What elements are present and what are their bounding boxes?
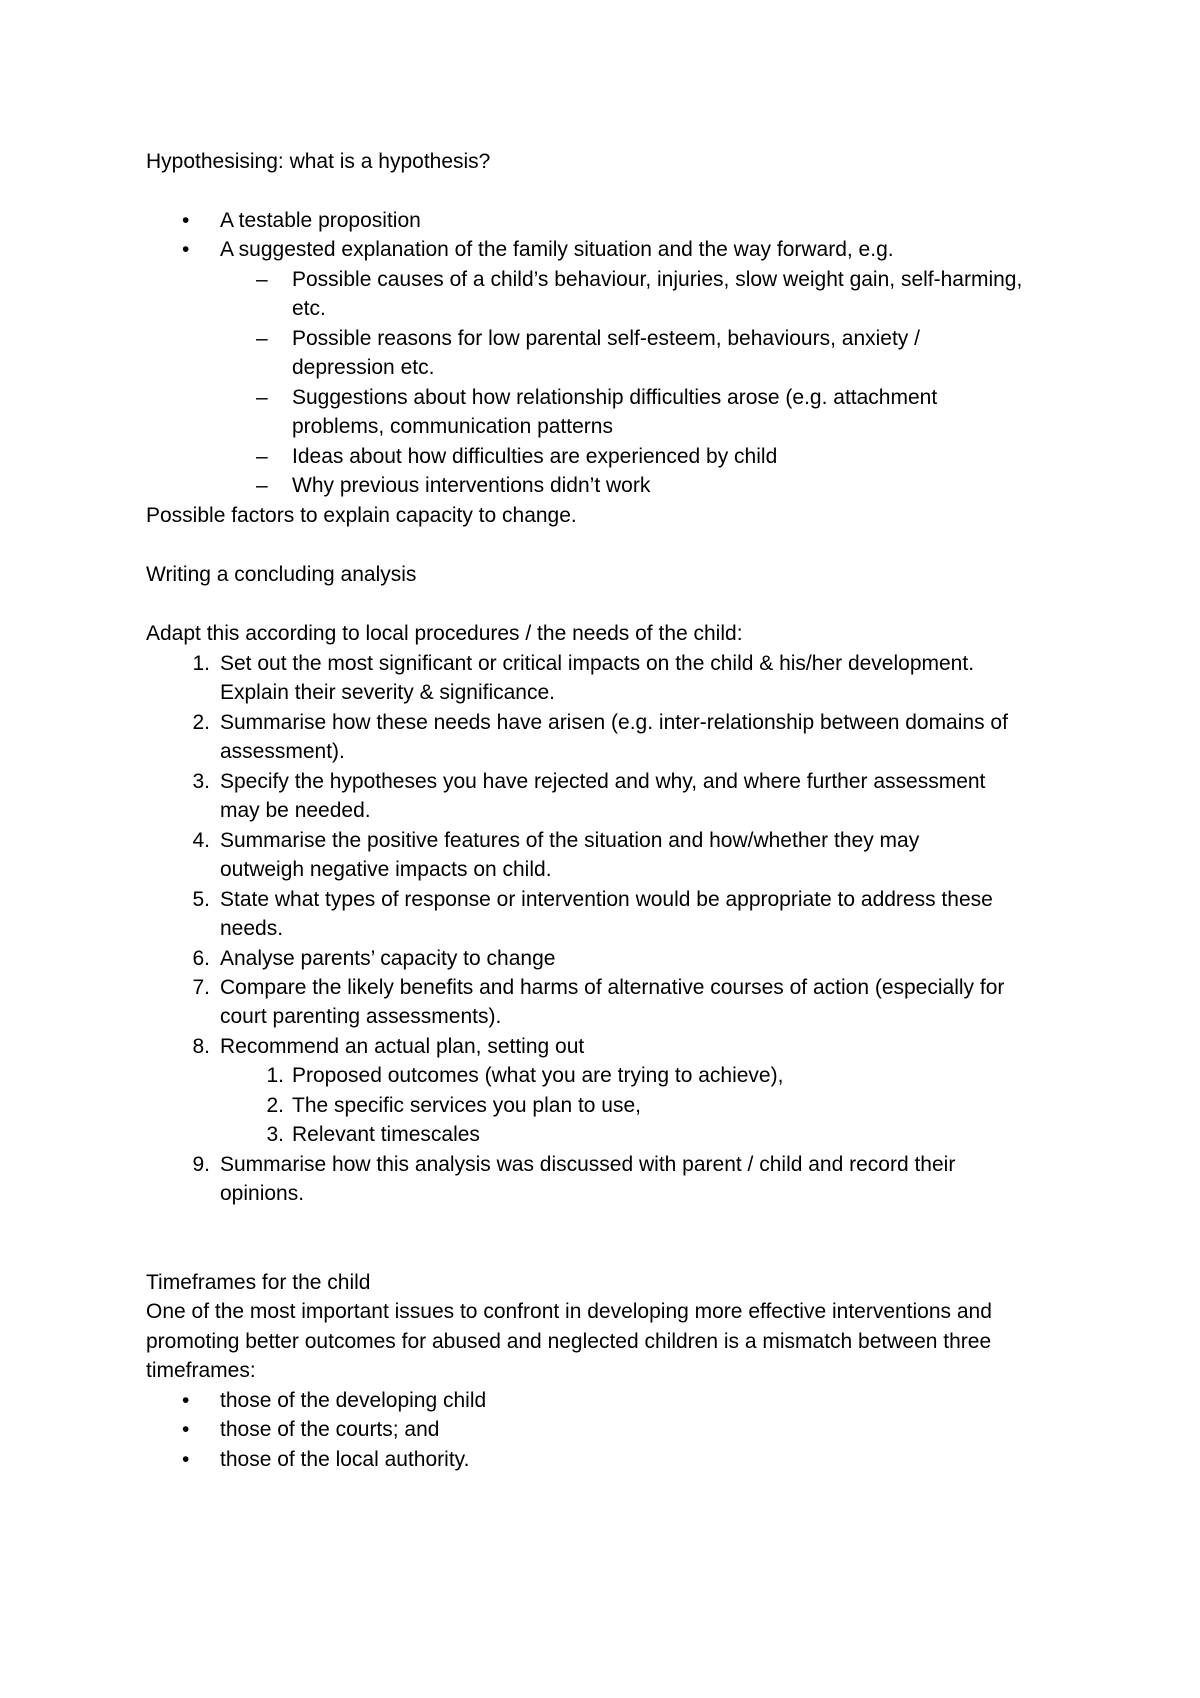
analysis-item-cont: court parenting assessments).	[220, 1005, 502, 1028]
analysis-item: Summarise how these needs have arisen (e.g. inter-relationship between domains of	[220, 711, 1008, 734]
analysis-item: Recommend an actual plan, setting out	[220, 1035, 585, 1058]
bullet-icon: •	[182, 238, 190, 261]
analysis-item-cont: may be needed.	[220, 799, 371, 822]
analysis-item: Compare the likely benefits and harms of alternative courses of action (especially for	[220, 976, 1005, 999]
list-number: 8.	[192, 1035, 210, 1058]
hypothesis-bullet: A suggested explanation of the family situation and the way forward, e.g.	[220, 238, 894, 261]
bullet-icon: •	[182, 209, 190, 232]
dash-icon: –	[256, 445, 268, 468]
list-number: 9.	[192, 1153, 210, 1176]
hypothesis-sub-item: Suggestions about how relationship difficulties arose (e.g. attachment	[292, 386, 938, 409]
hypothesis-sub-item-cont: etc.	[292, 297, 326, 320]
hypothesis-sub-item: Possible reasons for low parental self-esteem, behaviours, anxiety /	[292, 327, 920, 350]
dash-icon: –	[256, 327, 268, 350]
hypothesis-sub-item: Why previous interventions didn’t work	[292, 474, 651, 497]
dash-icon: –	[256, 268, 268, 291]
plan-sub-item: Relevant timescales	[292, 1123, 480, 1146]
timeframes-heading: Timeframes for the child	[146, 1271, 371, 1294]
analysis-item-cont: needs.	[220, 917, 284, 940]
bullet-icon: •	[182, 1448, 190, 1471]
hypothesis-sub-item: Ideas about how difficulties are experienced by child	[292, 445, 778, 468]
analysis-item-cont: assessment).	[220, 740, 345, 763]
dash-icon: –	[256, 386, 268, 409]
sub-list-number: 3.	[266, 1123, 284, 1146]
sub-list-number: 2.	[266, 1094, 284, 1117]
plan-sub-item: Proposed outcomes (what you are trying to achieve),	[292, 1064, 784, 1087]
list-number: 2.	[192, 711, 210, 734]
analysis-item-cont: opinions.	[220, 1182, 305, 1205]
analysis-item-cont: outweigh negative impacts on child.	[220, 858, 552, 881]
bullet-icon: •	[182, 1418, 190, 1441]
hypothesis-sub-item-cont: problems, communication patterns	[292, 415, 613, 438]
bullet-icon: •	[182, 1389, 190, 1412]
analysis-item: Specify the hypotheses you have rejected and why, and where further assessment	[220, 770, 986, 793]
timeframes-bullet: those of the courts; and	[220, 1418, 440, 1441]
list-number: 1.	[192, 652, 210, 675]
hypothesis-heading: Hypothesising: what is a hypothesis?	[146, 150, 491, 173]
timeframes-paragraph-line: timeframes:	[146, 1359, 256, 1382]
sub-list-number: 1.	[266, 1064, 284, 1087]
analysis-item-cont: Explain their severity & significance.	[220, 681, 555, 704]
list-number: 7.	[192, 976, 210, 999]
hypothesis-sub-item: Possible causes of a child’s behaviour, injuries, slow weight gain, self-harming,	[292, 268, 1023, 291]
hypothesis-closing: Possible factors to explain capacity to change.	[146, 504, 577, 527]
timeframes-bullet: those of the developing child	[220, 1389, 487, 1412]
timeframes-paragraph-line: promoting better outcomes for abused and neglected children is a mismatch between three	[146, 1330, 992, 1353]
dash-icon: –	[256, 474, 268, 497]
list-number: 3.	[192, 770, 210, 793]
analysis-item: Analyse parents’ capacity to change	[220, 947, 556, 970]
timeframes-paragraph-line: One of the most important issues to confront in developing more effective interventions and	[146, 1300, 992, 1323]
list-number: 4.	[192, 829, 210, 852]
list-number: 6.	[192, 947, 210, 970]
analysis-intro: Adapt this according to local procedures / the needs of the child:	[146, 622, 743, 645]
list-number: 5.	[192, 888, 210, 911]
analysis-item: Summarise how this analysis was discussed with parent / child and record their	[220, 1153, 956, 1176]
hypothesis-sub-item-cont: depression etc.	[292, 356, 435, 379]
analysis-item: Summarise the positive features of the situation and how/whether they may	[220, 829, 920, 852]
timeframes-bullet: those of the local authority.	[220, 1448, 470, 1471]
plan-sub-item: The specific services you plan to use,	[292, 1094, 642, 1117]
analysis-heading: Writing a concluding analysis	[146, 563, 417, 586]
hypothesis-bullet: A testable proposition	[220, 209, 421, 232]
analysis-item: State what types of response or intervention would be appropriate to address these	[220, 888, 993, 911]
analysis-item: Set out the most significant or critical impacts on the child & his/her development.	[220, 652, 975, 675]
